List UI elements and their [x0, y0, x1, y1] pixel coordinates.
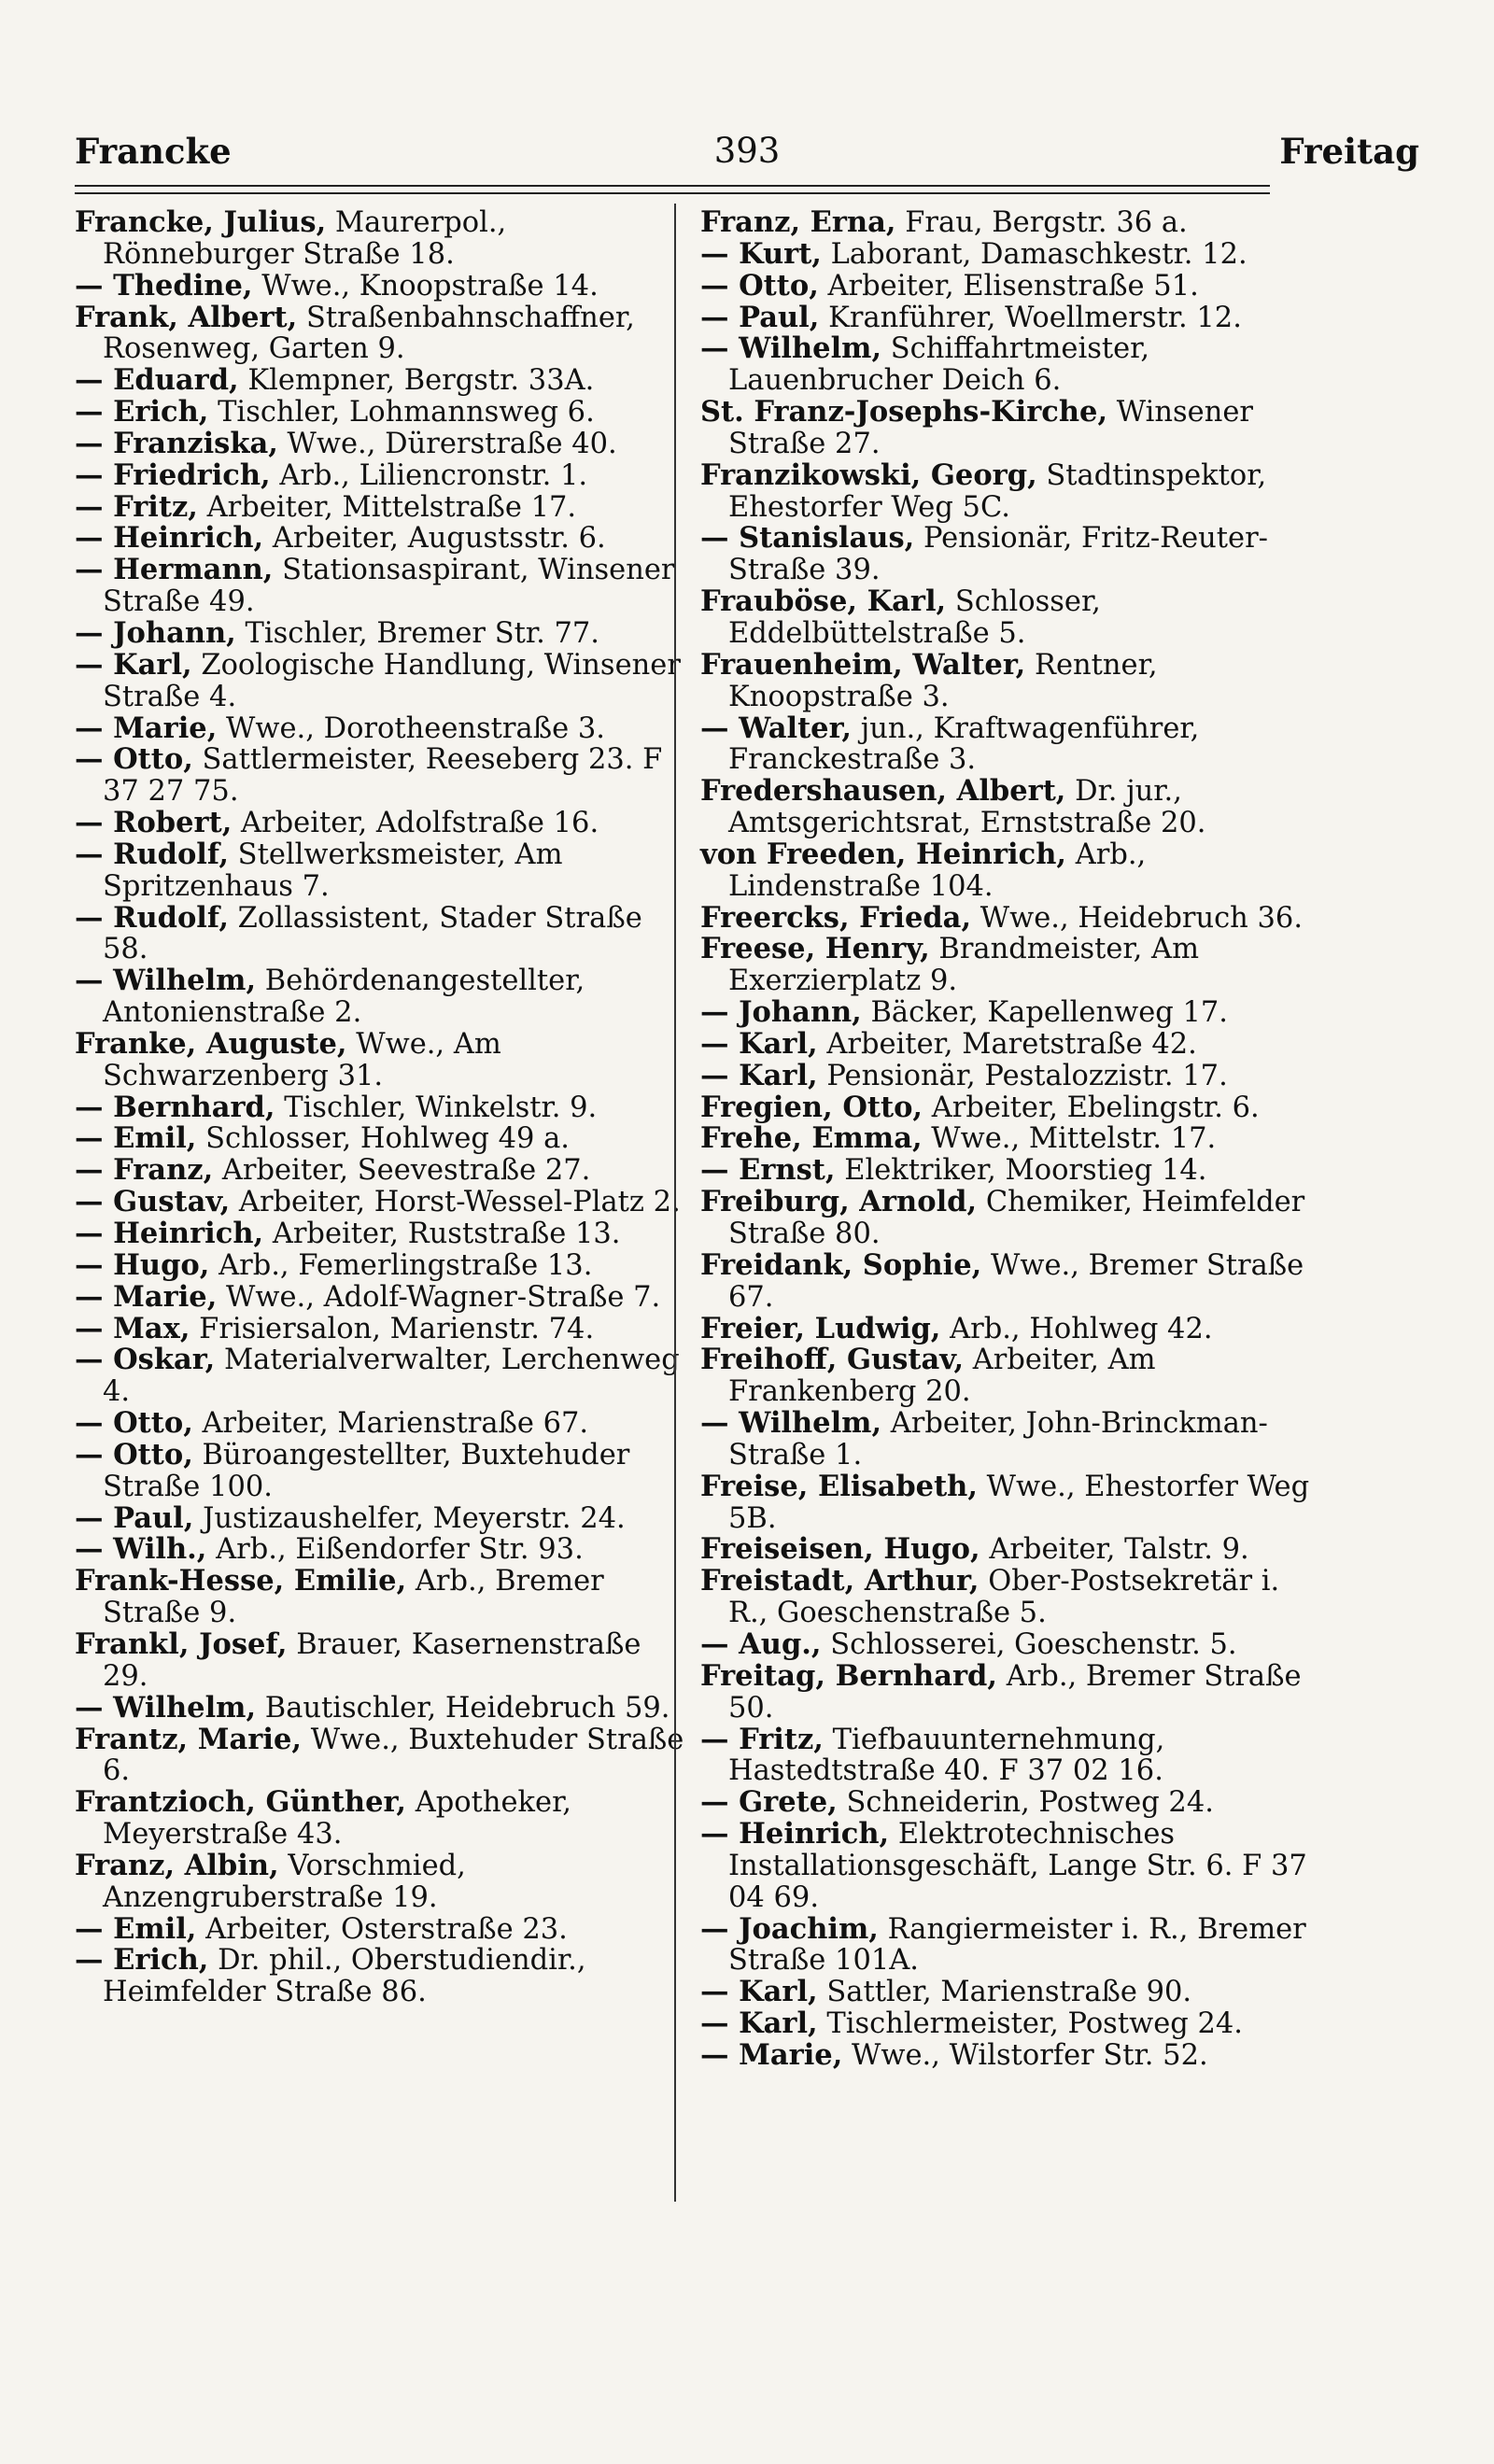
entry-details: Zoologische Handlung, Winsener Straße 4.: [103, 648, 681, 713]
directory-entry: [700, 776, 1312, 839]
directory-entry: [700, 1977, 1312, 2008]
directory-entry: [700, 900, 1312, 935]
directory-entry: [75, 397, 686, 429]
entry-details: Wwe., Am Schwarzenberg 31.: [103, 1027, 501, 1092]
entry-details: Wwe., Adolf-Wagner-Straße 7.: [226, 1280, 661, 1314]
entry-details: Zollassistent, Stader Straße 58.: [103, 901, 642, 966]
entry-details: Bautischler, Heidebruch 59.: [264, 1691, 670, 1725]
entry-details: Schlosser, Hohlweg 49 a.: [205, 1122, 570, 1156]
directory-entry: [75, 1155, 686, 1187]
entry-name: Freercks, Frieda,: [700, 900, 972, 935]
directory-entry: [700, 460, 1312, 524]
directory-entry: [75, 1787, 686, 1851]
entry-name: Freidank, Sophie,: [700, 1247, 982, 1282]
entry-name: St. Franz-Josephs-Kirche,: [700, 395, 1108, 429]
entry-details: Straßenbahnschaffner, Rosenweg, Garten 9.: [103, 301, 635, 366]
directory-entry: [700, 236, 1312, 271]
directory-entry: [75, 647, 686, 713]
entry-name: — Hermann,: [75, 553, 274, 587]
directory-entry: [75, 1123, 686, 1155]
entry-name: Fregien, Otto,: [700, 1090, 923, 1124]
entry-details: Arb., Bremer Straße 9.: [103, 1565, 604, 1630]
entry-name: — Robert,: [75, 806, 233, 840]
entry-name: — Max,: [75, 1311, 190, 1345]
entry-details: Klempner, Bergstr. 33A.: [247, 364, 595, 398]
column-divider: [674, 204, 676, 2202]
entry-details: Brauer, Kasernenstraße 29.: [103, 1627, 641, 1693]
directory-entry: [75, 1311, 686, 1345]
entry-details: Tiefbauunternehmung, Hastedtstraße 40. F 37 02 16.: [728, 1723, 1165, 1788]
directory-entry: [700, 333, 1312, 397]
entry-details: Stadtinspektor, Ehestorfer Weg 5C.: [728, 458, 1267, 524]
entry-name: Franz, Erna,: [700, 205, 896, 239]
entry-details: Büroangestellter, Buxtehuder Straße 100.: [103, 1438, 630, 1503]
entry-details: Wwe., Heidebruch 36.: [980, 901, 1304, 935]
entry-details: Justizaushelfer, Meyerstr. 24.: [203, 1501, 626, 1535]
directory-entry: [700, 1566, 1312, 1629]
entry-name: — Otto,: [75, 1437, 193, 1471]
entry-name: — Stanislaus,: [700, 521, 915, 556]
directory-entry: [75, 1690, 686, 1725]
entry-name: Fredershausen, Albert,: [700, 774, 1066, 809]
entry-name: — Gustav,: [75, 1185, 231, 1219]
entry-name: Francke, Julius,: [75, 205, 327, 239]
entry-details: Stellwerksmeister, Am Spritzenhaus 7.: [103, 838, 563, 903]
directory-entry: [75, 1566, 686, 1629]
entry-name: — Eduard,: [75, 363, 239, 398]
directory-entry: [700, 713, 1312, 777]
directory-entry: [75, 365, 686, 397]
directory-entry: [75, 1218, 686, 1250]
entry-details: Elektriker, Moorstieg 14.: [844, 1154, 1207, 1188]
directory-entry: [75, 1437, 686, 1503]
directory-entry: [75, 1911, 686, 1946]
entry-name: — Wilh.,: [75, 1532, 207, 1567]
directory-entry: [700, 2037, 1312, 2072]
header-right-keyword: Freitag: [1279, 131, 1419, 172]
entry-details: Tischler, Lohmannsweg 6.: [218, 396, 595, 429]
directory-entry: [75, 1092, 686, 1124]
entry-details: Schiffahrtmeister, Lauenbrucher Deich 6.: [728, 332, 1150, 398]
directory-entry: [700, 1658, 1312, 1725]
directory-entry: [75, 523, 686, 555]
right-column: [700, 207, 1312, 2072]
directory-entry: [700, 1155, 1312, 1187]
entry-details: Tischler, Winkelstr. 9.: [284, 1091, 598, 1124]
directory-entry: [75, 808, 686, 839]
entry-name: — Kurt,: [700, 236, 822, 271]
directory-entry: [75, 1626, 686, 1693]
entry-details: Wwe., Ehestorfer Weg 5B.: [728, 1470, 1310, 1535]
entry-name: — Marie,: [75, 711, 218, 745]
directory-entry: [75, 1187, 686, 1218]
entry-name: — Otto,: [700, 268, 819, 303]
entry-details: Frau, Bergstr. 36 a.: [905, 206, 1188, 239]
entry-name: — Rudolf,: [75, 837, 229, 871]
entry-details: Rangiermeister i. R., Bremer Straße 101A.: [728, 1912, 1306, 1978]
directory-entry: [75, 489, 686, 524]
entry-name: — Otto,: [75, 742, 193, 777]
entry-name: — Erich,: [75, 1943, 209, 1978]
left-column: [75, 207, 686, 2008]
entry-details: Frisiersalon, Marienstr. 74.: [199, 1312, 595, 1345]
directory-entry: [700, 300, 1312, 334]
entry-details: Arbeiter, Seevestraße 27.: [221, 1154, 591, 1188]
entry-name: — Johann,: [700, 995, 862, 1030]
entry-name: — Paul,: [700, 300, 820, 334]
entry-details: Arb., Hohlweg 42.: [950, 1312, 1213, 1345]
entry-details: Arbeiter, Maretstraße 42.: [826, 1027, 1197, 1061]
directory-entry: [75, 1026, 686, 1092]
entry-name: — Karl,: [700, 2006, 818, 2041]
entry-details: Arbeiter, Marienstraße 67.: [202, 1407, 589, 1441]
entry-name: Franke, Auguste,: [75, 1026, 347, 1061]
entry-name: — Ernst,: [700, 1153, 836, 1188]
entry-name: — Wilhelm,: [75, 964, 257, 998]
entry-details: Schlosser, Eddelbüttelstraße 5.: [728, 585, 1101, 650]
entry-details: Ober-Postsekretär i. R., Goeschenstraße 5.: [728, 1565, 1280, 1630]
directory-entry: [75, 965, 686, 1029]
entry-name: Freese, Henry,: [700, 932, 930, 966]
directory-entry: [75, 839, 686, 903]
directory-entry: [700, 1787, 1312, 1819]
directory-entry: [75, 615, 686, 650]
entry-name: — Emil,: [75, 1911, 197, 1946]
header-rule: [75, 185, 1270, 187]
entry-details: Wwe., Dürerstraße 40.: [287, 427, 617, 460]
entry-details: Brandmeister, Am Exerzierplatz 9.: [728, 933, 1200, 998]
directory-entry: [700, 1345, 1312, 1408]
entry-name: — Wilhelm,: [700, 331, 882, 366]
directory-entry: [75, 1279, 686, 1314]
entry-details: Laborant, Damaschkestr. 12.: [830, 237, 1247, 271]
directory-entry: [700, 207, 1312, 239]
entry-name: Freiburg, Arnold,: [700, 1185, 978, 1219]
entry-details: Arb., Lindenstraße 104.: [728, 838, 1147, 903]
entry-name: — Thedine,: [75, 268, 253, 303]
entry-name: — Hugo,: [75, 1247, 210, 1282]
entry-details: Sattlermeister, Reeseberg 23. F 37 27 75.: [103, 743, 663, 809]
entry-details: Arb., Liliencronstr. 1.: [279, 458, 588, 492]
directory-entry: [75, 426, 686, 460]
header-left-keyword: Francke: [75, 131, 232, 172]
entry-details: Materialverwalter, Lerchenweg 4.: [103, 1344, 680, 1409]
entry-details: Wwe., Knoopstraße 14.: [261, 269, 599, 303]
directory-entry: [75, 207, 686, 271]
entry-details: Arbeiter, Osterstraße 23.: [205, 1912, 568, 1946]
directory-entry: [700, 934, 1312, 997]
entry-details: Pensionär, Fritz-Reuter-Straße 39.: [728, 522, 1268, 587]
entry-details: Arb., Eißendorfer Str. 93.: [216, 1533, 584, 1567]
directory-entry: [700, 1058, 1312, 1092]
entry-name: — Wilhelm,: [700, 1406, 882, 1441]
entry-name: — Franziska,: [75, 426, 278, 460]
entry-name: — Otto,: [75, 1406, 193, 1441]
directory-entry: [75, 1247, 686, 1282]
entry-name: Frank-Hesse, Emilie,: [75, 1564, 407, 1598]
directory-entry: [700, 1911, 1312, 1978]
entry-name: — Heinrich,: [75, 521, 264, 556]
directory-entry: [75, 900, 686, 966]
entry-name: Frantzioch, Günther,: [75, 1785, 406, 1820]
entry-name: Franzikowski, Georg,: [700, 458, 1037, 492]
directory-entry: [75, 1722, 686, 1788]
header-rule-double: [75, 192, 1270, 194]
entry-name: — Heinrich,: [75, 1217, 264, 1250]
entry-name: von Freeden, Heinrich,: [700, 837, 1067, 871]
entry-name: — Heinrich,: [700, 1817, 890, 1852]
entry-name: — Karl,: [700, 1975, 818, 2009]
directory-entry: [700, 523, 1312, 586]
directory-entry: [75, 1408, 686, 1440]
entry-details: jun., Kraftwagenführer, Franckestraße 3.: [728, 711, 1200, 777]
entry-details: Arbeiter, Talstr. 9.: [989, 1533, 1249, 1567]
entry-name: Frauböse, Karl,: [700, 584, 947, 619]
entry-name: — Wilhelm,: [75, 1690, 257, 1725]
entry-name: — Paul,: [75, 1500, 194, 1535]
entry-name: Frehe, Emma,: [700, 1121, 923, 1156]
entry-details: Arbeiter, Augustsstr. 6.: [272, 522, 606, 556]
directory-entry: [700, 1247, 1312, 1314]
entry-name: Freier, Ludwig,: [700, 1311, 941, 1345]
page-header: [75, 131, 1419, 187]
entry-name: Frankl, Josef,: [75, 1626, 288, 1661]
entry-name: Frauenheim, Walter,: [700, 647, 1026, 682]
entry-details: Winsener Straße 27.: [728, 396, 1253, 460]
directory-entry: [75, 1848, 686, 1914]
directory-entry: [700, 1092, 1312, 1124]
entry-name: — Rudolf,: [75, 900, 229, 935]
directory-entry: [700, 1123, 1312, 1155]
entry-name: — Marie,: [700, 2037, 843, 2072]
directory-entry: [75, 460, 686, 492]
entry-name: — Bernhard,: [75, 1090, 275, 1124]
entry-details: Kranführer, Woellmerstr. 12.: [828, 301, 1242, 334]
entry-details: Tischler, Bremer Str. 77.: [245, 616, 599, 650]
directory-entry: [700, 647, 1312, 713]
entry-details: Arb., Bremer Straße 50.: [728, 1659, 1302, 1725]
directory-entry: [700, 839, 1312, 903]
entry-details: Arbeiter, John-Brinckman-Straße 1.: [728, 1407, 1268, 1471]
entry-name: Franz, Albin,: [75, 1848, 279, 1882]
entry-name: — Oskar,: [75, 1343, 216, 1377]
entry-details: Arbeiter, Ruststraße 13.: [272, 1218, 621, 1250]
entry-name: — Karl,: [75, 647, 192, 682]
directory-entry: [700, 1408, 1312, 1471]
directory-entry: [700, 1534, 1312, 1566]
directory-entry: [700, 268, 1312, 303]
entry-name: — Fritz,: [700, 1722, 824, 1756]
entry-details: Behördenangestellter, Antonienstraße 2.: [103, 964, 585, 1030]
directory-entry: [700, 2008, 1312, 2040]
directory-entry: [75, 744, 686, 808]
entry-name: Freise, Elisabeth,: [700, 1469, 978, 1503]
directory-entry: [700, 1471, 1312, 1535]
entry-details: Dr. phil., Oberstudiendir., Heimfelder Straße 86.: [103, 1944, 586, 2009]
entry-details: Schneiderin, Postweg 24.: [846, 1786, 1214, 1820]
directory-entry: [700, 1311, 1312, 1345]
entry-details: Elektrotechnisches Installationsgeschäft, Lange Str. 6. F 37 04 69.: [728, 1818, 1307, 1914]
entry-name: — Fritz,: [75, 489, 198, 524]
entry-name: Freihoff, Gustav,: [700, 1343, 965, 1377]
entry-name: Frank, Albert,: [75, 300, 298, 334]
directory-entry: [700, 1722, 1312, 1788]
entry-details: Maurerpol., Rönneburger Straße 18.: [103, 206, 507, 271]
entry-details: Vorschmied, Anzengruberstraße 19.: [103, 1849, 466, 1914]
entry-details: Rentner, Knoopstraße 3.: [728, 648, 1158, 713]
directory-entry: [75, 268, 686, 303]
page-number: 393: [713, 131, 781, 171]
entry-details: Arbeiter, Adolfstraße 16.: [241, 807, 599, 840]
entry-details: Schlosserei, Goeschenstr. 5.: [830, 1627, 1237, 1661]
entry-name: — Emil,: [75, 1121, 197, 1156]
entry-name: — Friedrich,: [75, 458, 271, 492]
entry-name: — Karl,: [700, 1058, 818, 1092]
entry-details: Wwe., Buxtehuder Straße 6.: [103, 1723, 684, 1788]
entry-details: Chemiker, Heimfelder Straße 80.: [728, 1186, 1305, 1250]
entry-name: Freistadt, Arthur,: [700, 1564, 980, 1598]
entry-details: Apotheker, Meyerstraße 43.: [103, 1786, 572, 1852]
entry-name: — Grete,: [700, 1785, 838, 1820]
entry-details: Wwe., Dorotheenstraße 3.: [226, 711, 605, 745]
directory-entry: [700, 1626, 1312, 1661]
entry-name: Freitag, Bernhard,: [700, 1658, 997, 1693]
entry-name: — Erich,: [75, 395, 209, 429]
entry-details: Arbeiter, Am Frankenberg 20.: [728, 1344, 1156, 1409]
entry-name: — Aug.,: [700, 1626, 822, 1661]
entry-details: Bäcker, Kapellenweg 17.: [870, 996, 1228, 1030]
directory-entry: [700, 1819, 1312, 1914]
directory-entry: [700, 997, 1312, 1029]
directory-entry: [700, 397, 1312, 460]
entry-name: — Marie,: [75, 1279, 218, 1314]
entry-name: — Karl,: [700, 1026, 818, 1061]
entry-details: Wwe., Wilstorfer Str. 52.: [852, 2038, 1208, 2072]
entry-details: Arb., Femerlingstraße 13.: [218, 1248, 593, 1282]
entry-details: Dr. jur., Amtsgerichtsrat, Ernststraße 20.: [728, 775, 1206, 840]
entry-details: Wwe., Mittelstr. 17.: [931, 1122, 1217, 1156]
entry-details: Pensionär, Pestalozzistr. 17.: [826, 1059, 1228, 1092]
directory-entry: [75, 1345, 686, 1408]
entry-name: — Joachim,: [700, 1911, 879, 1946]
directory-entry: [700, 586, 1312, 650]
directory-entry: [75, 713, 686, 745]
entry-details: Sattler, Marienstraße 90.: [826, 1976, 1192, 2009]
directory-entry: [700, 1187, 1312, 1250]
entry-name: — Johann,: [75, 615, 236, 650]
entry-name: Frantz, Marie,: [75, 1722, 302, 1756]
entry-name: — Franz,: [75, 1153, 214, 1188]
entry-details: Stationsaspirant, Winsener Straße 49.: [103, 554, 675, 619]
directory-entry: [75, 555, 686, 618]
directory-entry: [75, 1534, 686, 1566]
directory-entry: [75, 1945, 686, 2008]
entry-details: Tischlermeister, Postweg 24.: [826, 2007, 1243, 2041]
directory-entry: [700, 1026, 1312, 1061]
entry-details: Arbeiter, Mittelstraße 17.: [206, 490, 577, 524]
entry-details: Wwe., Bremer Straße 67.: [728, 1248, 1304, 1314]
entry-name: — Walter,: [700, 711, 853, 745]
directory-entry: [75, 300, 686, 366]
entry-name: Freiseisen, Hugo,: [700, 1532, 980, 1567]
directory-entry: [75, 1500, 686, 1535]
entry-details: Arbeiter, Ebelingstr. 6.: [931, 1091, 1260, 1124]
entry-details: Arbeiter, Horst-Wessel-Platz 2.: [238, 1186, 681, 1219]
entry-details: Arbeiter, Elisenstraße 51.: [827, 269, 1199, 303]
